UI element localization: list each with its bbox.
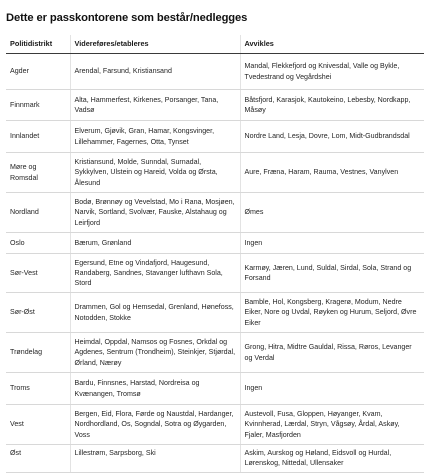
- header-district: Politidistrikt: [6, 35, 70, 54]
- table-row: [6, 121, 424, 153]
- close-cell: Ingen: [240, 373, 424, 405]
- keep-cell: Heimdal, Oppdal, Namsos og Fosnes, Orkdal og Agdenes, Sentrum (Trondheim), Steinkjer, Stjørdal, Ørland, Nærøy: [70, 333, 240, 373]
- close-cell: Nordre Land, Lesja, Dovre, Lom, Midt-Gudbrandsdal: [240, 121, 424, 153]
- close-cell: Bamble, Hol, Kongsberg, Kragerø, Modum, Nedre Eiker, Nore og Uvdal, Røyken og Hurum, Seljord, Øvre Eiker: [240, 293, 424, 333]
- table-row: [6, 445, 424, 473]
- close-cell: Ømes: [240, 193, 424, 233]
- close-cell: Båtsfjord, Karasjok, Kautokeino, Lebesby, Nordkapp, Måsøy: [240, 90, 424, 121]
- table-row: [6, 153, 424, 193]
- table-title: Dette er passkontorene som består/nedlegges: [6, 12, 248, 24]
- table-row: [6, 233, 424, 254]
- district-cell: Finnmark: [6, 90, 70, 121]
- table-row: [6, 90, 424, 121]
- close-cell: Grong, Hitra, Midtre Gauldal, Rissa, Røros, Levanger og Verdal: [240, 333, 424, 373]
- keep-cell: Arendal, Farsund, Kristiansand: [70, 54, 240, 90]
- close-cell: Austevoll, Fusa, Gloppen, Høyanger, Kvam, Kvinnherad, Lærdal, Stryn, Vågsøy, Årdal, Askøy, Fjaler, Masfjorden: [240, 405, 424, 445]
- district-cell: Vest: [6, 405, 70, 445]
- district-cell: Sør-Vest: [6, 254, 70, 293]
- district-cell: Sør-Øst: [6, 293, 70, 333]
- keep-cell: Alta, Hammerfest, Kirkenes, Porsanger, Tana, Vadsø: [70, 90, 240, 121]
- table-row: [6, 293, 424, 333]
- passport-offices-table: [6, 35, 424, 473]
- header-keep: Videreføres/etableres: [70, 35, 240, 54]
- keep-cell: Lillestrøm, Sarpsborg, Ski: [70, 445, 240, 473]
- keep-cell: Bodø, Brønnøy og Vevelstad, Mo i Rana, Mosjøen, Narvik, Sortland, Svolvær, Fauske, Alstahaug og Leirfjord: [70, 193, 240, 233]
- keep-cell: Bærum, Grønland: [70, 233, 240, 254]
- table-row: [6, 193, 424, 233]
- keep-cell: Egersund, Etne og Vindafjord, Haugesund, Randaberg, Sandnes, Stavanger lufthavn Sola, Stord: [70, 254, 240, 293]
- table-row: [6, 333, 424, 373]
- table-row: [6, 254, 424, 293]
- close-cell: Mandal, Flekkefjord og Knivesdal, Valle og Bykle, Tvedestrand og Vegårdshei: [240, 54, 424, 90]
- close-cell: Askim, Aurskog og Høland, Eidsvoll og Hurdal, Lørenskog, Nittedal, Ullensaker: [240, 445, 424, 473]
- district-cell: Agder: [6, 54, 70, 90]
- district-cell: Oslo: [6, 233, 70, 254]
- district-cell: Øst: [6, 445, 70, 473]
- header-close: Avvikles: [240, 35, 424, 54]
- district-cell: Trøndelag: [6, 333, 70, 373]
- close-cell: Aure, Fræna, Haram, Rauma, Vestnes, Vanylven: [240, 153, 424, 193]
- close-cell: Ingen: [240, 233, 424, 254]
- district-cell: Troms: [6, 373, 70, 405]
- keep-cell: Bardu, Finnsnes, Harstad, Nordreisa og Kvænangen, Tromsø: [70, 373, 240, 405]
- district-cell: Nordland: [6, 193, 70, 233]
- table-row: [6, 373, 424, 405]
- district-cell: Innlandet: [6, 121, 70, 153]
- table-row: [6, 405, 424, 445]
- district-cell: Møre og Romsdal: [6, 153, 70, 193]
- keep-cell: Elverum, Gjøvik, Gran, Hamar, Kongsvinger, Lillehammer, Fagernes, Otta, Tynset: [70, 121, 240, 153]
- keep-cell: Drammen, Gol og Hemsedal, Grenland, Hønefoss, Notodden, Stokke: [70, 293, 240, 333]
- header-row: [6, 35, 424, 54]
- table-row: [6, 54, 424, 90]
- keep-cell: Bergen, Eid, Flora, Førde og Naustdal, Hardanger, Nordhordland, Os, Sogndal, Sotra og Øygarden, Voss: [70, 405, 240, 445]
- keep-cell: Kristiansund, Molde, Sunndal, Surnadal, Sykkylven, Ulstein og Hareid, Volda og Ørsta, Ålesund: [70, 153, 240, 193]
- close-cell: Karmøy, Jæren, Lund, Suldal, Sirdal, Sola, Strand og Forsand: [240, 254, 424, 293]
